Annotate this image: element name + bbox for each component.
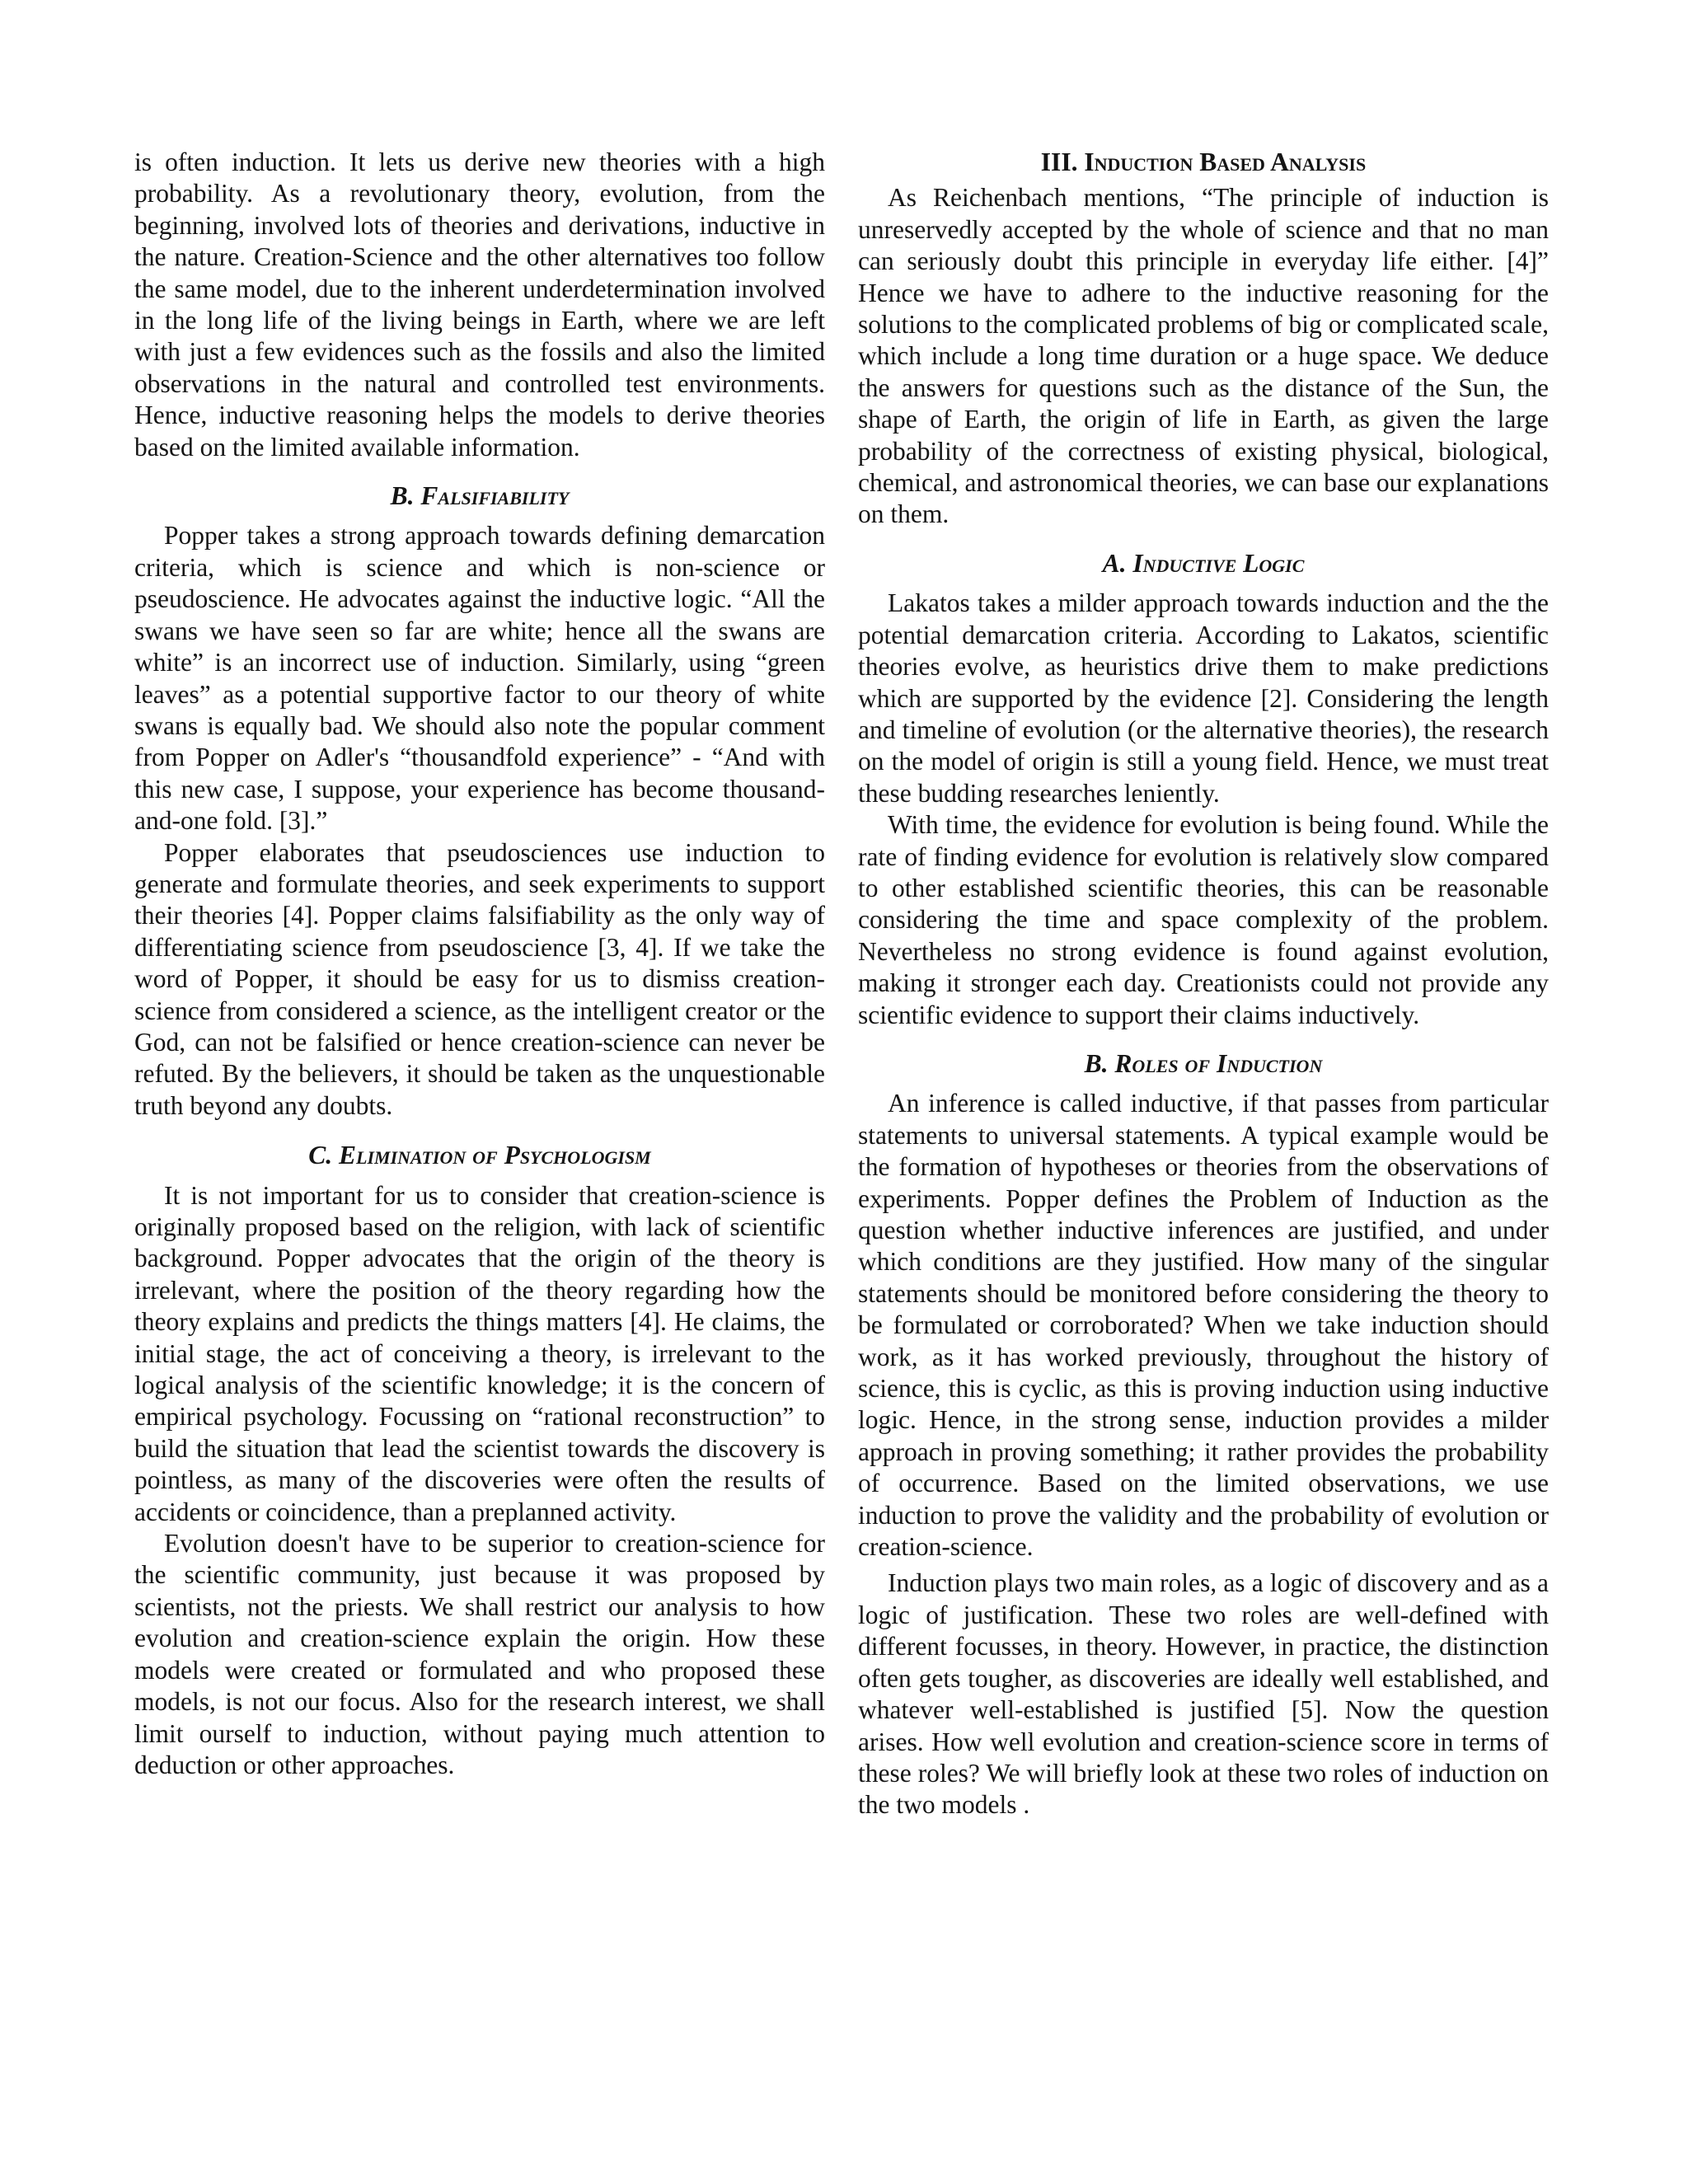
paragraph: An inference is called inductive, if that passes from particular statements to universal statements. A typical example would be the formation of hypotheses or theories from the observations of experiments. Popper defines the Problem of Induction as the question whether inductive inferences are justified, and under which conditions are they justified. How many of the singular statements should be monitored before considering the theory to be formulated or corroborated? When we take induction should work, as it has worked previously, throughout the history of science, this is cyclic, as this is proving induction using inductive logic. Hence, in the strong sense, induction provides a milder approach in proving something; it rather provides the probability of occurrence. Based on the limited observations, we use induction to prove the validity and the probability of evolution or creation-science. <box>858 1089 1549 1562</box>
section-numeral: III. <box>1040 148 1078 176</box>
section-heading-roles-of-induction <box>858 1048 1549 1080</box>
paragraph: Lakatos takes a milder approach towards induction and the the potential demarcation criteria. According to Lakatos, scientific theories evolve, as heuristics drive them to make predictions which are supported by the evidence [2]. Considering the length and timeline of evolution (or the alternative theories), the research on the model of origin is still a young field. Hence, we must treat these budding researches leniently. <box>858 588 1549 808</box>
paragraph: As Reichenbach mentions, “The principle of induction is unreservedly accepted by the whole of science and that no man can seriously doubt this principle in everyday life either. [4]” Hence we have to adhere to the inductive reasoning for the solutions to the complicated problems of big or complicated scale, which include a long time duration or a huge space. We deduce the answers for questions such as the distance of the Sun, the shape of Earth, the origin of life in Earth, as given the large probability of the correctness of existing physical, biological, chemical, and astronomical theories, we can base our explanations on them. <box>858 183 1549 529</box>
section-letter: B. <box>1084 1048 1109 1078</box>
section-heading-inductive-logic <box>858 548 1549 579</box>
section-heading-elimination-of-psychologism <box>134 1140 825 1171</box>
left-column <box>134 147 825 1781</box>
section-heading-falsifiability <box>134 480 825 512</box>
section-letter: B. <box>390 481 415 511</box>
intro-paragraph: is often induction. It lets us derive new theories with a high probability. As a revolutionary theory, evolution, from the beginning, involved lots of theories and derivations, inductive in the nature. Creation-Science and the other alternatives too follow the same model, due to the inherent underdetermination involved in the long life of the living beings in Earth, where we are left with just a few evidences such as the fossils and also the limited observations in the natural and controlled test environments. Hence, inductive reasoning helps the models to derive theories based on the limited available information. <box>134 148 825 462</box>
section-title: Falsifiability <box>420 481 570 511</box>
paragraph: It is not important for us to consider that creation-science is originally proposed based on the religion, with lack of scientific background. Popper advocates that the origin of the theory is irrelevant, where the position of the theory regarding how the theory explains and predicts the things matters [4]. He claims, the initial stage, the act of conceiving a theory, is irrelevant to the logical analysis of the scientific knowledge; it is the concern of empirical psychology. Focussing on “rational reconstruction” to build the situation that lead the scientist towards the discovery is pointless, as many of the discoveries were often the results of accidents or coincidence, than a preplanned activity. <box>134 1180 825 1526</box>
paragraph: Popper takes a strong approach towards defining demarcation criteria, which is science and which is non-science or pseudoscience. He advocates against the inductive logic. “All the swans we have seen so far are white; hence all the swans are white” is an incorrect use of induction. Similarly, using “green leaves” as a potential supportive factor to our theory of white swans is equally bad. We should also note the popular comment from Popper on Adler's “thousandfold experience” - “And with this new case, I suppose, your experience has become thousand-and-one fold. [3].” <box>134 521 825 836</box>
section-title: Roles of Induction <box>1114 1048 1323 1078</box>
paragraph: Evolution doesn't have to be superior to creation-science for the scientific community, just because it was proposed by scientists, not the priests. We shall restrict our analysis to how evolution and creation-science explain the origin. How these models were created or formulated and who proposed these models, is not our focus. Also for the research interest, we shall limit ourself to induction, without paying much attention to deduction or other approaches. <box>134 1529 825 1779</box>
paragraph: With time, the evidence for evolution is being found. While the rate of finding evidence for evolution is relatively slow compared to other established scientific theories, this can be reasonable considering the time and space complexity of the problem. Nevertheless no strong evidence is found against evolution, making it stronger each day. Creationists could not provide any scientific evidence to support their claims inductively. <box>858 810 1549 1029</box>
right-column <box>858 147 1549 1821</box>
section-letter: C. <box>308 1141 333 1170</box>
section-letter: A. <box>1102 548 1127 578</box>
paragraph: Induction plays two main roles, as a logic of discovery and as a logic of justification. These two roles are well-defined with different focusses, in theory. However, in practice, the distinction often gets tougher, as discoveries are ideally well established, and whatever well-established is justified [5]. Now the question arises. How well evolution and creation-science score in terms of these roles? We will briefly look at these two roles of induction on the two models . <box>858 1568 1549 1820</box>
section-title: Induction Based Analysis <box>1084 148 1367 176</box>
paragraph: Popper elaborates that pseudosciences use induction to generate and formulate theories, and seek experiments to support their theories [4]. Popper claims falsifiability as the only way of differentiating science from pseudoscience [3, 4]. If we take the word of Popper, it should be easy for us to dismiss creation-science from considered a science, as the intelligent creator or the God, can not be falsified or hence creation-science can never be refuted. By the believers, it should be taken as the unquestionable truth beyond any doubts. <box>134 837 825 1120</box>
section-title: Inductive Logic <box>1132 548 1305 578</box>
section-title: Elimination of Psychologism <box>339 1141 651 1170</box>
section-heading-induction-based-analysis <box>858 147 1549 178</box>
